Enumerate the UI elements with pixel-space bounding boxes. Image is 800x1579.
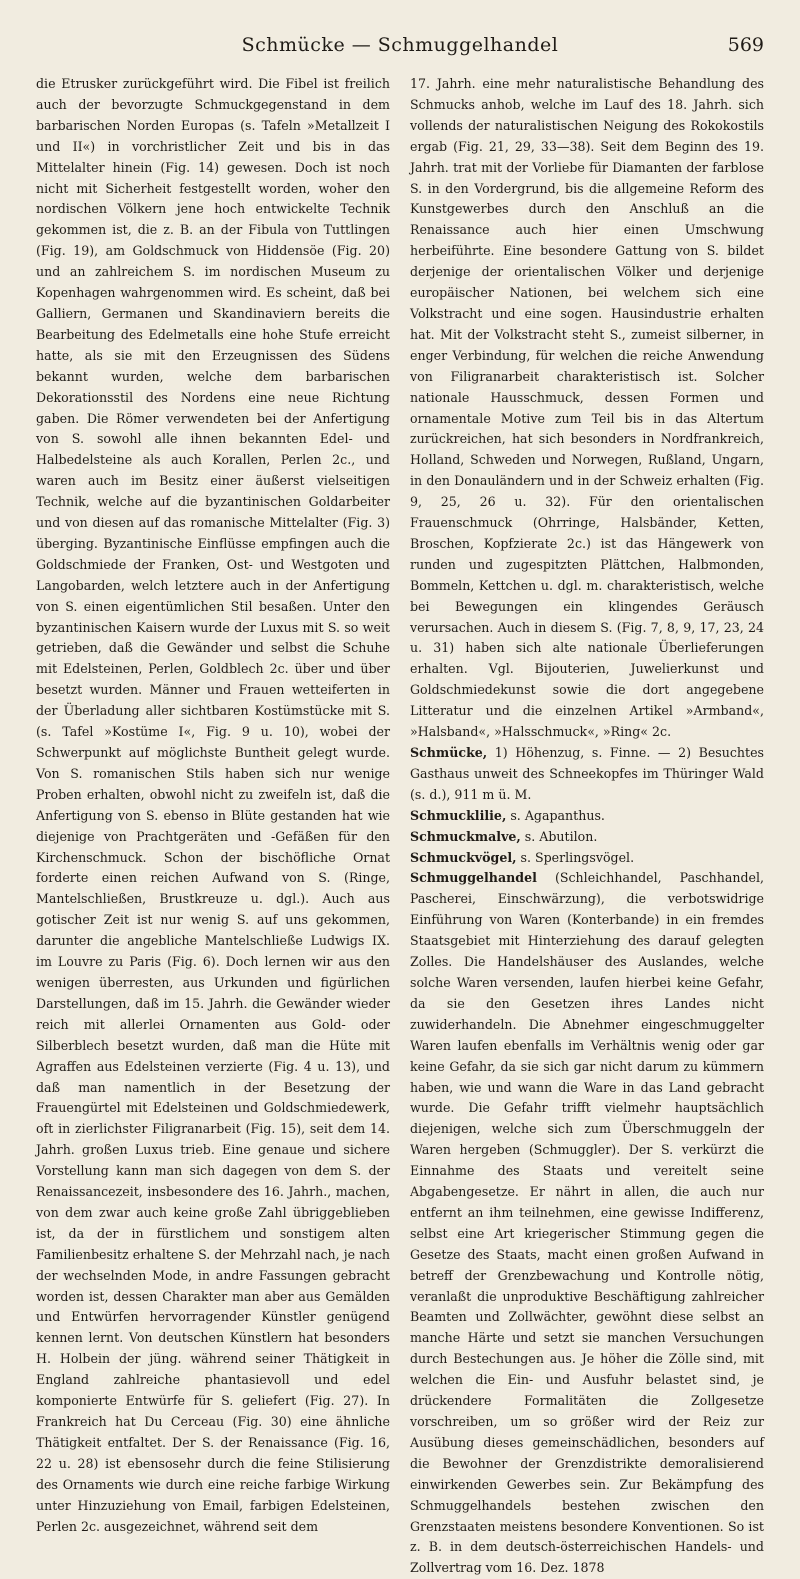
entry-headword: Schmuckmalve,: [410, 828, 521, 844]
left-column: [36, 74, 390, 1534]
entry-body: (Schleichhandel, Paschhandel, Pascherei, Einschwärzung), die verbotswidrige Einführung von Waren (Konterbande) in ein fremdes Staatsgebiet mit Hinterziehung des darauf gelegten Zolles. Die Handelshäuser des Auslandes, welche solche Waren versenden, laufen hierbei keine Gefahr, da sie den Gesetzen ihres Landes nicht zuwiderhandeln. Die Abnehmer eingeschmuggelter Waren laufen ebenfalls im Verhältnis wenig oder gar keine Gefahr, da sie sich gar nicht darum zu kümmern haben, wie und wann die Ware in das Land gebracht wurde. Die Gefahr trifft vielmehr hauptsächlich diejenigen, welche sich zum Überschmuggeln der Waren hergeben (Schmuggler). Der S. verkürzt die Einnahme des Staats und vereitelt seine Abgabengesetze. Er nährt in allen, die auch nur entfernt an ihm teilnehmen, eine gewisse Indifferenz, selbst eine Art kriegerischer Stimmung gegen die Gesetze des Staats, macht einen großen Aufwand in betreff der Grenzbewachung und Kontrolle nötig, veranlaßt die unproduktive Beschäftigung zahlreicher Beamten und Zollwächter, gewöhnt diese selbst an manche Härte und setzt sie manchen Versuchungen durch Bestechungen aus. Je höher die Zölle sind, mit welchen die Ein- und Ausfuhr belastet sind, je drückendere Formalitäten die Zollgesetze vorschreiben, um so größer wird der Reiz zur Ausübung dieses gemeinschädlichen, besonders auf die Bewohner der Grenzdistrikte demoralisierend einwirkenden Gewerbes sein. Zur Bekämpfung des Schmuggelhandels bestehen zwischen den Grenzstaaten meistens besondere Konventionen. So ist z. B. in dem deutsch-österreichischen Handels- und Zollvertrag vom 16. Dez. 1878: [410, 870, 764, 1576]
page-header: [36, 34, 764, 64]
entry-schmuggelhandel: [410, 868, 764, 1579]
page-number: 569: [727, 34, 764, 56]
article-text-schmuck-end: 17. Jahrh. eine mehr naturalistische Behandlung des Schmucks anhob, welche im Lauf des 18. Jahrh. sich vollends der naturalistischen Neigung des Rokokostils ergab (Fig. 21, 29, 33—38). Seit dem Beginn des 19. Jahrh. trat mit der Vorliebe für Diamanten der farblose S. in den Vordergrund, bis die allgemeine Reform des Kunstgewerbes durch den Anschluß an die Renaissance auch hier einen Umschwung herbeiführte. Eine besondere Gattung von S. bildet derjenige der orientalischen Völker und derjenige europäischer Nationen, bei welchem sich eine Volkstracht und eine sogen. Hausindustrie erhalten hat. Mit der Volkstracht steht S., zumeist silberner, in enger Verbindung, für welchen die reiche Anwendung von Filigranarbeit charakteristisch ist. Solcher nationale Hausschmuck, dessen Formen und ornamentale Motive zum Teil bis in das Altertum zurückreichen, hat sich besonders in Nordfrankreich, Holland, Schweden und Norwegen, Rußland, Ungarn, in den Donauländern und in der Schweiz erhalten (Fig. 9, 25, 26 u. 32). Für den orientalischen Frauenschmuck (Ohrringe, Halsbänder, Ketten, Broschen, Kopfzierate 2c.) ist das Hängewerk von runden und zugespitzten Plättchen, Halbmonden, Bommeln, Kettchen u. dgl. m. charakteristisch, welche bei Bewegungen ein klingendes Geräusch verursachen. Auch in diesem S. (Fig. 7, 8, 9, 17, 23, 24 u. 31) haben sich alte nationale Überlieferungen erhalten. Vgl. Bijouterien, Juwelierkunst und Goldschmiedekunst sowie die dort angegebene Litteratur und die einzelnen Artikel »Armband«, »Halsband«, »Halsschmuck«, »Ring« 2c.: [410, 76, 764, 740]
entry-schmucklilie: [410, 806, 764, 827]
entry-body: s. Abutilon.: [520, 828, 598, 844]
entry-headword: Schmuckvögel,: [410, 849, 517, 865]
entry-schmuecke: [410, 743, 764, 806]
running-title: Schmücke — Schmuggelhandel: [241, 34, 559, 56]
entry-body: s. Agapanthus.: [506, 807, 605, 823]
entry-schmuckmalve: [410, 827, 764, 848]
entry-headword: Schmücke,: [410, 745, 488, 760]
entry-body: s. Sperlingsvögel.: [516, 849, 635, 865]
article-text-schmuck-continued: die Etrusker zurückgeführt wird. Die Fibel ist freilich auch der bevorzugte Schmuckgegenstand in dem barbarischen Norden Europas (s. Tafeln »Metallzeit I und II«) in vorchristlicher Zeit und bis in das Mittelalter hinein (Fig. 14) gewesen. Doch ist noch nicht mit Sicherheit festgestellt worden, woher den nordischen Völkern jene hoch entwickelte Technik gekommen ist, die z. B. an der Fibula von Tuttlingen (Fig. 19), am Goldschmuck von Hiddensöe (Fig. 20) und an zahlreichem S. im nordischen Museum zu Kopenhagen wahrgenommen wird. Es scheint, daß bei Galliern, Germanen und Skandinaviern bereits die Bearbeitung des Edelmetalls eine hohe Stufe erreicht hatte, als sie mit den Erzeugnissen des Südens bekannt wurden, welche dem barbarischen Dekorationsstil des Nordens eine neue Richtung gaben. Die Römer verwendeten bei der Anfertigung von S. sowohl alle ihnen bekannten Edel- und Halbedelsteine als auch Korallen, Perlen 2c., und waren auch im Besitz einer äußerst vielseitigen Technik, welche auf die byzantinischen Goldarbeiter und von diesen auf das romanische Mittelalter (Fig. 3) überging. Byzantinische Einflüsse empfingen auch die Goldschmiede der Franken, Ost- und Westgoten und Langobarden, welch letztere auch in der Anfertigung von S. einen eigentümlichen Stil besaßen. Unter den byzantinischen Kaisern wurde der Luxus mit S. so weit getrieben, daß die Gewänder und selbst die Schuhe mit Edelsteinen, Perlen, Goldblech 2c. über und über besetzt wurden. Männer und Frauen wetteiferten in der Überladung aller sichtbaren Kostümstücke mit S. (s. Tafel »Kostüme I«, Fig. 9 u. 10), wobei der Schwerpunkt auf möglichste Buntheit gelegt wurde. Von S. romanischen Stils haben sich nur wenige Proben erhalten, obwohl nicht zu zweifeln ist, daß die Anfertigung von S. ebenso in Blüte gestanden hat wie diejenige von Prachtgeräten und -Gefäßen für den Kirchenschmuck. Schon der bischöfliche Ornat forderte einen reichen Aufwand von S. (Ringe, Mantelschließen, Brustkreuze u. dgl.). Auch aus gotischer Zeit ist nur wenig S. auf uns gekommen, darunter die angebliche Mantelschließe Ludwigs IX. im Louvre zu Paris (Fig. 6). Doch lernen wir aus den wenigen überresten, aus Urkunden und figürlichen Darstellungen, daß im 15. Jahrh. die Gewänder wieder reich mit allerlei Ornamenten aus Gold- oder Silberblech besetzt wurden, daß man die Hüte mit Agraffen aus Edelsteinen verzierte (Fig. 4 u. 13), und daß man namentlich in der Besetzung der Frauengürtel mit Edelsteinen und Goldschmiedewerk, oft in zierlichster Filigranarbeit (Fig. 15), seit dem 14. Jahrh. großen Luxus trieb. Eine genaue und sichere Vorstellung kann man sich dagegen von dem S. der Renaissancezeit, insbesondere des 16. Jahrh., machen, von dem zwar auch keine große Zahl übriggeblieben ist, da der in fürstlichem und sonstigem alten Familienbesitz erhaltene S. der Mehrzahl nach, je nach der wechselnden Mode, in andre Fassungen gebracht worden ist, dessen Charakter man aber aus Gemälden und Entwürfen hervorragender Künstler genügend kennen lernt. Von deutschen Künstlern hat besonders H. Holbein der jüng. während seiner Thätigkeit in England zahlreiche phantasievoll und edel komponierte Entwürfe für S. geliefert (Fig. 27). In Frankreich hat Du Cerceau (Fig. 30) eine ähnliche Thätigkeit entfaltet. Der S. der Renaissance (Fig. 16, 22 u. 28) ist ebensosehr durch die feine Stilisierung des Ornaments wie durch eine reiche farbige Wirkung unter Hinzuziehung von Email, farbigen Edelsteinen, Perlen 2c. ausgezeichnet, während seit dem: [36, 76, 390, 1534]
entry-body: 1) Höhenzug, s. Finne. — 2) Besuchtes Gasthaus unweit des Schneekopfes im Thüringer Wald (s. d.), 911 m ü. M.: [410, 745, 764, 802]
entry-schmuckvoegel: [410, 848, 764, 869]
entry-headword: Schmucklilie,: [410, 807, 507, 823]
right-column: [410, 74, 764, 1576]
entry-headword: Schmuggelhandel: [410, 870, 537, 886]
